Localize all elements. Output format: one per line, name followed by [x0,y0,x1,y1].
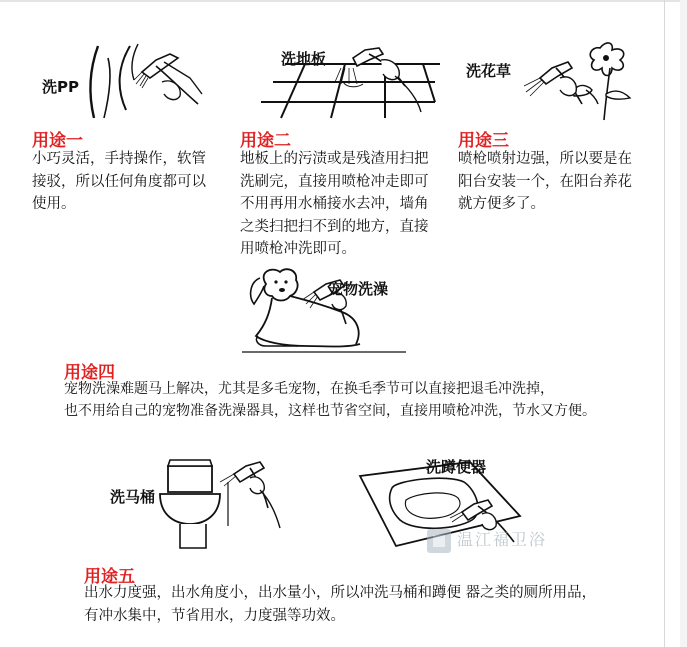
illustration-pp [30,38,210,120]
watermark-text: 温江福卫浴 [457,530,548,549]
use-3-heading: 用途三 [458,131,509,151]
use-3-text [458,148,632,216]
use-1-heading: 用途一 [32,131,83,151]
illustration-floor [245,42,445,122]
illustration-label: 洗花草 [466,62,512,80]
use-1-text [32,148,206,216]
floor-sprayer-icon [245,42,445,122]
illustration-label: 洗蹲便器 [426,458,487,476]
use-5-text [84,582,596,628]
text-line: 宠物洗澡难题马上解决，尤其是多毛宠物，在换毛季节可以直接把退毛冲洗掉， [64,381,554,397]
illustration-toilet [100,452,290,552]
right-border [664,0,665,647]
logo-icon [425,527,453,555]
text-line: 之类扫把扫不到的地方，直接 [240,218,429,235]
text-line: 使用。 [32,196,76,212]
use-4-text [64,378,596,422]
illustration-label: 宠物洗澡 [328,280,389,298]
text-line: 喷枪喷射边强，所以要是在 [458,151,632,167]
text-line: 不用再用水桶接水去冲，墙角 [240,196,429,212]
text-line: 有冲水集中，节省用水，力度强等功效。 [84,608,345,624]
illustration-label: 洗马桶 [110,488,156,506]
text-line: 也不用给自己的宠物准备洗澡器具，这样也节省空间，直接用喷枪冲洗，节水又方便。 [64,403,596,419]
use-2-heading: 用途二 [240,131,291,151]
use-5-heading: 用途五 [84,567,135,587]
top-border [0,0,687,2]
text-line: 洗刷完，直接用喷枪冲走即可 [240,173,429,190]
text-line: 阳台安装一个，在阳台养花 [458,173,632,190]
dog-sprayer-icon [236,262,426,357]
use-4-heading: 用途四 [64,363,115,383]
watermark [425,525,585,557]
text-line: 就方便多了。 [458,196,545,212]
illustration-flowers [460,38,650,122]
use-2-text [240,148,429,261]
illustration-pet [236,262,426,357]
illustration-label: 洗PP [42,78,79,96]
text-line: 地板上的污渍或是残渣用扫把 [240,151,429,167]
text-line: 小巧灵活，手持操作，软管 [32,151,206,167]
scroll-gutter [680,0,687,647]
text-line: 用喷枪冲洗即可。 [240,241,356,257]
illustration-label: 洗地板 [281,50,327,68]
text-line: 接驳，所以任何角度都可以 [32,173,206,190]
text-line: 出水力度强，出水角度小，出水量小，所以冲洗马桶和蹲便 器之类的厕所用品， [84,585,597,601]
